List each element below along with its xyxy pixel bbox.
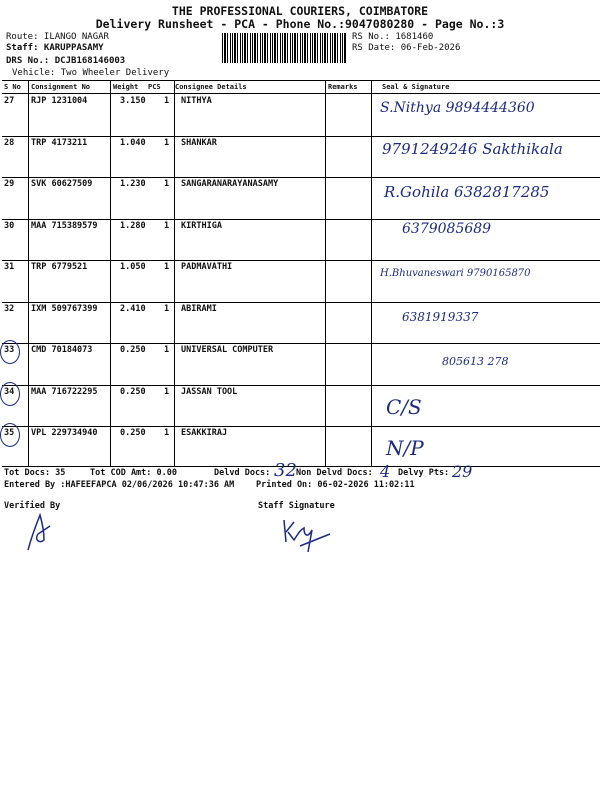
row-weight: 0.250: [120, 386, 146, 397]
row-consignee: UNIVERSAL COMPUTER: [181, 345, 274, 355]
row-pcs: 1: [164, 428, 170, 438]
row-weight: 1.280: [120, 220, 146, 231]
row-handwritten-signature: 6379085689: [402, 220, 492, 237]
sno-circle-mark: [0, 423, 20, 447]
row-consignment-no: IXM 509767399: [31, 303, 98, 314]
row-divider: [2, 426, 600, 427]
printed-on: Printed On: 06-02-2026 11:02:11: [256, 480, 415, 490]
col-sno: S No: [4, 83, 21, 91]
row-weight: 1.050: [120, 262, 146, 272]
row-sno: 28: [4, 137, 15, 148]
row-sno: 27: [4, 96, 15, 106]
barcode-image: [222, 33, 346, 63]
row-consignee: PADMAVATHI: [181, 262, 233, 272]
row-sno: 30: [4, 220, 15, 231]
staff-label: Staff: KARUPPASAMY: [6, 43, 104, 53]
col-weight: Weight: [113, 83, 139, 91]
verified-by-label: Verified By: [4, 501, 61, 511]
row-divider: [2, 219, 600, 220]
row-pcs: 1: [164, 137, 170, 148]
row-sno: 31: [4, 262, 15, 272]
row-pcs: 1: [164, 179, 170, 189]
runsheet-subtitle: Delivery Runsheet - PCA - Phone No.:9047080280 - Page No.:3: [95, 17, 505, 31]
row-consignee: ABIRAMI: [181, 303, 217, 314]
row-handwritten-signature: H.Bhuvaneswari 9790165870: [380, 268, 531, 279]
row-handwritten-signature: 9791249246 Sakthikala: [382, 139, 563, 158]
row-handwritten-signature: R.Gohila 6382817285: [384, 183, 550, 201]
row-divider: [2, 343, 600, 344]
row-weight: 1.230: [120, 179, 146, 189]
row-weight: 3.150: [120, 96, 146, 106]
entered-by: Entered By :HAFEEFAPCA 02/06/2026 10:47:36 AM: [4, 480, 235, 490]
rs-date: RS Date: 06-Feb-2026: [352, 43, 461, 53]
row-consignment-no: SVK 60627509: [31, 179, 93, 189]
row-pcs: 1: [164, 345, 170, 355]
verifier-signature: [20, 510, 60, 555]
row-sno: 33: [4, 345, 15, 355]
handwritten-delivered-count: 32: [274, 460, 297, 481]
row-consignment-no: TRP 4173211: [31, 137, 88, 148]
sno-circle-mark: [0, 340, 20, 364]
row-consignment-no: CMD 70184073: [31, 345, 93, 355]
col-remarks: Remarks: [328, 83, 358, 91]
row-pcs: 1: [164, 96, 170, 106]
row-divider: [2, 136, 600, 137]
total-cod: Tot COD Amt: 0.00: [90, 468, 177, 478]
delivery-points: Delvy Pts:: [398, 468, 450, 478]
col-pcs: PCS: [148, 83, 161, 91]
row-consignee: KIRTHIGA: [181, 220, 222, 231]
row-divider: [2, 177, 600, 178]
total-docs: Tot Docs: 35: [4, 468, 66, 478]
row-consignee: ESAKKIRAJ: [181, 428, 228, 438]
row-weight: 0.250: [120, 428, 146, 438]
row-pcs: 1: [164, 303, 170, 314]
row-consignment-no: VPL 229734940: [31, 428, 98, 438]
col-seal-signature: Seal & Signature: [382, 83, 450, 91]
row-consignment-no: RJP 1231004: [31, 96, 88, 106]
row-weight: 2.410: [120, 303, 146, 314]
staff-signature: [278, 512, 338, 562]
row-divider: [2, 302, 600, 303]
row-divider: [2, 385, 600, 386]
company-title: THE PROFESSIONAL COURIERS, COIMBATORE: [171, 4, 429, 18]
row-sno: 29: [4, 179, 15, 189]
staff-signature-label: Staff Signature: [258, 501, 335, 511]
row-consignee: SANGARANARAYANASAMY: [181, 179, 279, 189]
row-handwritten-signature: 805613 278: [442, 355, 509, 368]
row-handwritten-signature: C/S: [386, 394, 422, 419]
row-pcs: 1: [164, 386, 170, 397]
row-consignee: SHANKAR: [181, 137, 217, 148]
vehicle-label: Vehicle: Two Wheeler Delivery: [12, 68, 170, 78]
delivered-docs: Delvd Docs:: [214, 468, 271, 478]
row-sno: 32: [4, 303, 15, 314]
row-consignment-no: MAA 716722295: [31, 386, 98, 397]
row-divider: [2, 260, 600, 261]
non-delivered-docs: Non Delvd Docs:: [296, 468, 373, 478]
route-label: Route: ILANGO NAGAR: [6, 32, 109, 42]
row-pcs: 1: [164, 220, 170, 231]
row-pcs: 1: [164, 262, 170, 272]
col-consignee: Consignee Details: [175, 83, 247, 91]
row-sno: 34: [4, 386, 15, 397]
row-consignment-no: TRP 6779521: [31, 262, 88, 272]
rs-number: RS No.: 1681460: [352, 32, 434, 42]
row-weight: 1.040: [120, 137, 146, 148]
row-consignment-no: MAA 715389579: [31, 220, 98, 231]
col-consignment: Consignment No: [31, 83, 91, 91]
row-sno: 35: [4, 428, 15, 438]
row-consignee: JASSAN TOOL: [181, 386, 238, 397]
sno-circle-mark: [0, 382, 20, 406]
row-handwritten-signature: 6381919337: [402, 309, 479, 324]
handwritten-points-count: 29: [452, 462, 473, 481]
handwritten-non-delivered-count: 4: [380, 462, 391, 481]
row-handwritten-signature: S.Nithya 9894444360: [380, 100, 535, 116]
row-consignee: NITHYA: [181, 96, 212, 106]
runsheet-table: [2, 80, 600, 467]
row-handwritten-signature: N/P: [386, 436, 424, 460]
drs-label: DRS No.: DCJB168146003: [6, 56, 126, 66]
row-weight: 0.250: [120, 345, 146, 355]
